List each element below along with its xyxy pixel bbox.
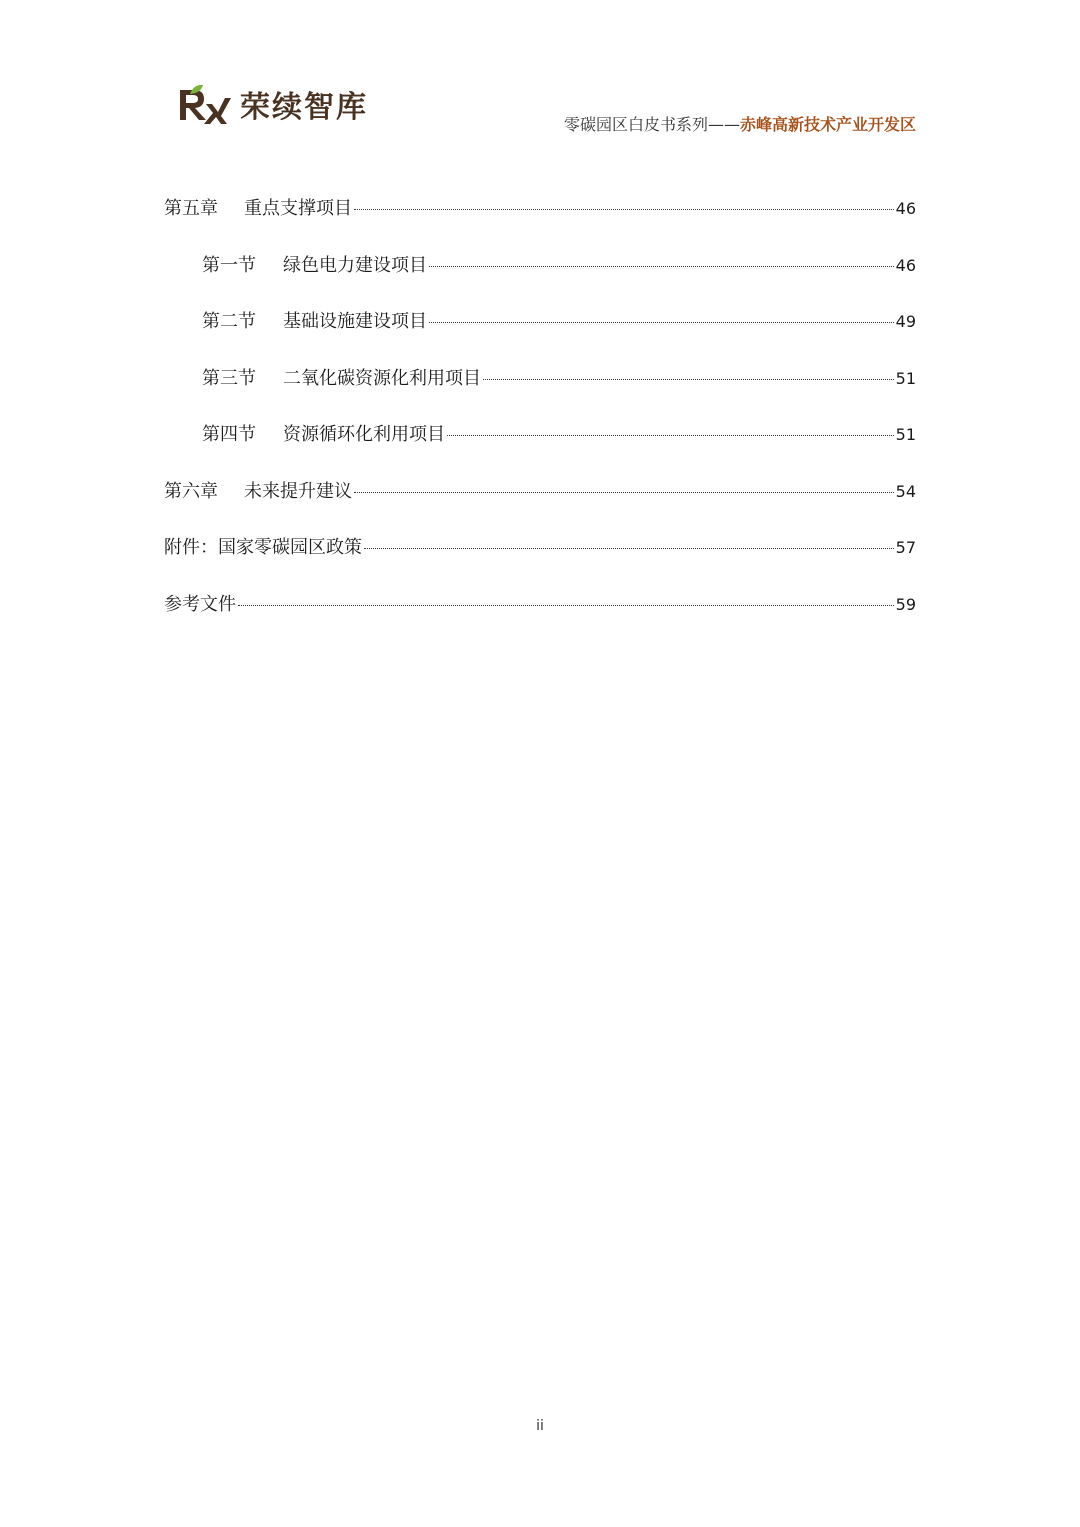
toc-title: 重点支撑项目 [244,198,352,219]
dot-leader [483,379,894,380]
toc-entry[interactable] [202,251,916,277]
toc-entry[interactable] [164,477,916,503]
toc-number: 第五章 [164,198,218,219]
brand-logo [176,82,368,126]
toc-title: 参考文件 [164,594,236,615]
toc-number: 第六章 [164,481,218,502]
toc-title: 绿色电力建设项目 [283,255,427,276]
toc-page-number: 51 [895,425,916,444]
toc-entry[interactable] [202,420,916,446]
toc-number: 第三节 [202,368,256,389]
toc-page-number: 46 [895,256,916,275]
toc-title: 附件：国家零碳园区政策 [164,537,362,558]
rx-logo-icon [176,82,234,126]
dot-leader [354,209,894,210]
toc-number: 第二节 [202,311,256,332]
toc-page-number: 54 [895,482,916,501]
toc-page-number: 51 [895,369,916,388]
dot-leader [447,435,894,436]
toc-page-number: 59 [895,595,916,614]
footer-page-number: ii [536,1418,544,1434]
toc-page-number: 46 [895,199,916,218]
toc-title: 二氧化碳资源化利用项目 [283,368,481,389]
dot-leader [364,548,894,549]
toc-number: 第四节 [202,424,256,445]
toc-title: 资源循环化利用项目 [283,424,445,445]
toc-number: 第一节 [202,255,256,276]
series-accent: 赤峰高新技术产业开发区 [739,115,916,134]
header-series-title [564,112,916,135]
toc-entry[interactable] [164,194,916,220]
dot-leader [238,605,894,606]
series-prefix: 零碳园区白皮书系列—— [563,115,740,134]
toc-entry[interactable] [164,590,916,616]
brand-name: 荣续智库 [240,90,368,125]
toc-title: 未来提升建议 [244,481,352,502]
toc-entry[interactable] [202,364,916,390]
dot-leader [354,492,894,493]
dot-leader [429,322,894,323]
toc-entry[interactable] [202,307,916,333]
toc-page-number: 49 [895,312,916,331]
toc-page-number: 57 [895,538,916,557]
toc-entry[interactable] [164,533,916,559]
dot-leader [429,266,894,267]
toc-title: 基础设施建设项目 [283,311,427,332]
